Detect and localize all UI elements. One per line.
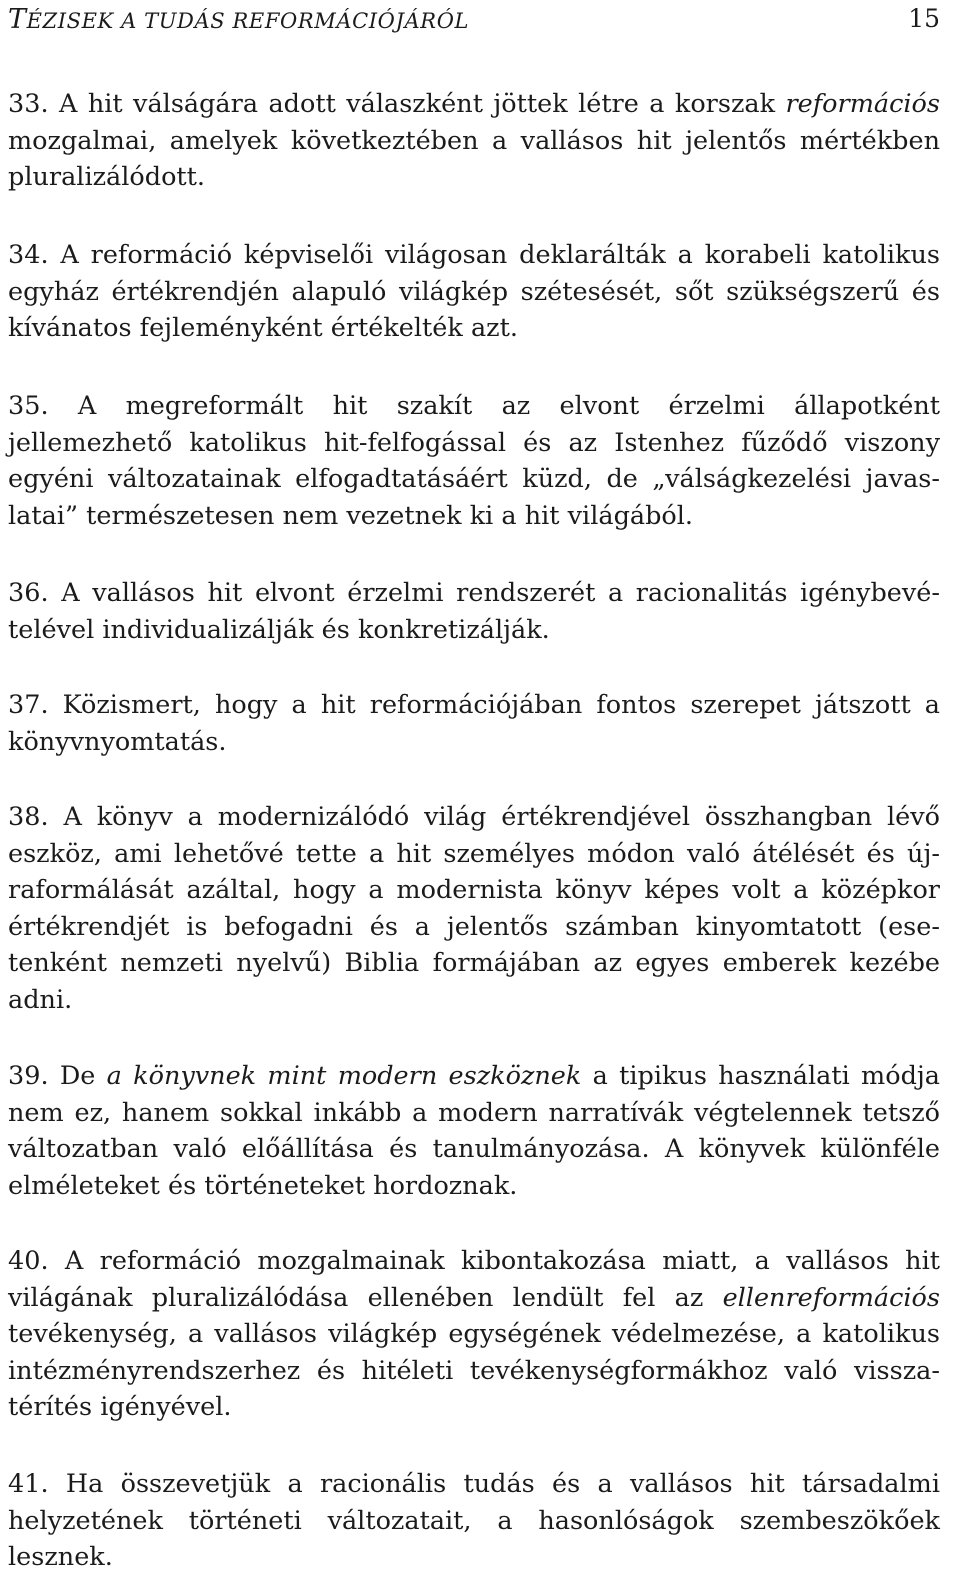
running-head-rest: ÉZISEK A TUDÁS REFORMÁCIÓJÁRÓL: [26, 9, 470, 33]
thesis-text: a tipikus használati módja nem ez, hanem sokkal inkább a modern narratívák végtelennek tetsző változatban való előállítása és tanulmányozása. A könyvek különféle elméleteket és történeteket hordoznak.: [8, 1061, 941, 1201]
thesis-text: A könyv a modernizálódó világ értékrendjével összhangban lévő eszköz, ami lehetővé tette a hit személyes módon való átélését és újraformálását azáltal, hogy a modernista könyv képes volt a középkor értékrendjét is befogadni és a jelentős számban kinyomtatott (esetenként nemzeti nyelvű) Biblia formájában az egyes emberek kezébe adni.: [8, 802, 940, 1015]
thesis-34: [8, 237, 940, 347]
thesis-39: [8, 1058, 940, 1204]
running-head-initial: T: [8, 4, 27, 35]
thesis-text: De: [59, 1061, 107, 1091]
document-page: [8, 0, 941, 1572]
thesis-emphasis: a könyvnek mint modern eszköznek: [106, 1061, 582, 1091]
thesis-38: [8, 799, 940, 1018]
thesis-number: 40.: [8, 1246, 49, 1276]
thesis-text: A reformáció mozgalmainak kibontakozása miatt, a vallásos hit világának pluralizálódása ellenében lendült fel az: [8, 1246, 940, 1313]
thesis-number: 41.: [8, 1469, 49, 1499]
running-head: [8, 4, 469, 35]
thesis-text: Közismert, hogy a hit reformációjában fontos szerepet játszott a könyvnyomtatás.: [8, 690, 940, 757]
page-header: [8, 0, 940, 50]
thesis-text: mozgalmai, amelyek következtében a vallásos hit jelentős mértékben pluralizálódott.: [8, 125, 940, 192]
thesis-text: A reformáció képviselői világosan deklarálták a korabeli katolikus egyház értékrendjén alapuló világkép szétesését, sőt szükségszerű és kívánatos fejleményként értékelték azt.: [8, 240, 940, 343]
thesis-text: tevékenység, a vallásos világkép egységének védelmezése, a katolikus intézményrendszerhez és hitéleti tevékenységformákhoz való visszatérítés igényével.: [8, 1319, 940, 1422]
thesis-text: A vallásos hit elvont érzelmi rendszerét a racionalitás igénybevételével individualizálják és konkretizálják.: [8, 578, 940, 645]
thesis-40: [8, 1243, 940, 1426]
thesis-text: A megreformált hit szakít az elvont érzelmi állapotként jellemezhető katolikus hit-felfogással és az Istenhez fűződő viszony egyéni változatainak elfogadtatásáért küzd, de „válságkezelési javaslatai” természetesen nem vezetnek ki a hit világából.: [8, 391, 941, 531]
page-number: 15: [908, 4, 940, 33]
thesis-41: [8, 1466, 940, 1576]
thesis-emphasis: reformációs: [785, 89, 940, 119]
thesis-emphasis: ellenreformációs: [722, 1282, 940, 1313]
thesis-number: 37.: [8, 690, 49, 720]
thesis-number: 36.: [8, 578, 49, 608]
thesis-number: 38.: [8, 802, 49, 832]
thesis-33: [8, 86, 940, 196]
thesis-35: [8, 388, 940, 534]
thesis-number: 39.: [8, 1061, 49, 1091]
thesis-text: Ha összevetjük a racionális tudás és a vallásos hit társadalmi helyzetének történeti változatait, a hasonlóságok szembeszökőek lesznek.: [8, 1469, 940, 1572]
thesis-37: [8, 687, 940, 760]
thesis-number: 35.: [8, 391, 49, 421]
thesis-text: A hit válságára adott válaszként jöttek létre a korszak: [58, 89, 786, 119]
thesis-number: 34.: [8, 240, 49, 270]
thesis-36: [8, 575, 940, 648]
thesis-number: 33.: [8, 89, 49, 119]
